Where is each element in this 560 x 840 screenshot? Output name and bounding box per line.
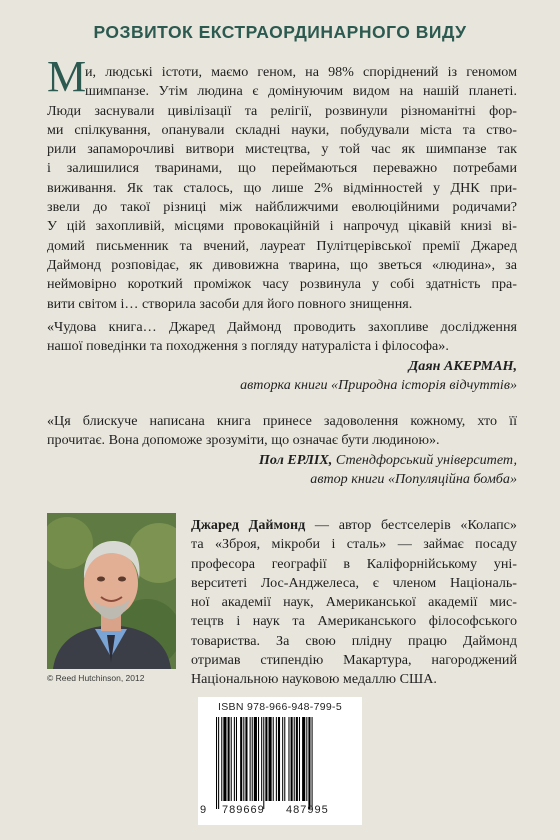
intro-paragraph <box>47 63 517 314</box>
bio-line-text: — автор бестселерів «Колапс» <box>305 517 517 533</box>
bio-line: товариства. За свою плідну працю Даймонд <box>191 632 517 649</box>
quote-author-name: Пол ЕРЛІХ, <box>258 451 333 468</box>
intro-line: вити світом і… створила засоби для його повного знищення. <box>47 295 413 312</box>
intro-line: виживання. Як так сталось, що лише 2% відмінностей у ДНК при- <box>47 179 517 196</box>
drop-cap: М <box>47 52 87 101</box>
book-tagline-heading: РОЗВИТОК ЕКСТРАОРДИНАРНОГО ВИДУ <box>93 22 467 42</box>
intro-line: Даймонд розповідає, як дивовижна тварина, що зветься «людина», за <box>47 256 517 273</box>
review-quote-ackerman <box>47 318 517 395</box>
quote-line: прочитає. Вона допоможе зрозуміти, що означає бути людиною». <box>47 432 440 449</box>
bio-line <box>191 516 517 535</box>
quote-author <box>47 451 517 470</box>
intro-line: ми спілкування, опанували складні науки, побудували міста та ство- <box>47 121 517 138</box>
bio-line: професора географії в Каліфорнійському уні- <box>191 555 517 572</box>
photo-credit: © Reed Hutchinson, 2012 <box>47 673 145 683</box>
bio-line: та «Зброя, мікроби і сталь» — займає посаду <box>191 536 517 553</box>
quote-author-affiliation: Стендфорський університет, <box>332 451 517 468</box>
bio-line: верситеті Лос-Анджелеса, є членом Національ- <box>191 574 517 591</box>
bio-line: Національною науковою медаллю США. <box>191 671 437 688</box>
intro-line: рили запаморочливі витвори мистецтва, у той час як шимпанзе так <box>47 141 517 158</box>
author-bio <box>191 516 517 690</box>
quote-line: нашої поведінки та походження з погляду натураліста і філософа». <box>47 338 449 355</box>
isbn-label: ISBN 978-966-948-799-5 <box>218 701 342 713</box>
review-quote-ehrlich <box>47 412 517 489</box>
quote-line: «Чудова книга… Джаред Даймонд проводить захопливе дослідження <box>47 319 517 335</box>
intro-line: звели до такої різниці між найближчими еволюційними родичами? <box>47 199 517 216</box>
barcode-digits-left: 789669 <box>222 804 265 816</box>
barcode-digits-right: 487995 <box>286 804 329 816</box>
quote-author-role: авторка книги «Природна історія відчуттів» <box>240 376 517 393</box>
quote-author-name: Даян АКЕРМАН, <box>408 357 517 374</box>
quote-author-role: автор книги «Популяційна бомба» <box>310 470 517 487</box>
intro-line: домий письменник та вчений, лауреат Пулітцерівської премії Джаред <box>47 237 517 254</box>
barcode <box>198 697 362 825</box>
bio-line: отримав стипендію Макартура, нагороджений <box>191 652 517 669</box>
author-photo <box>47 513 176 669</box>
intro-line: шимпанзе. Утім людина є домінуючим видом на нашій планеті. <box>85 83 517 100</box>
intro-line: У цій захопливій, місцями провокаційній і напрочуд цікавій книзі ві- <box>47 218 517 235</box>
quote-line: «Ця блискуче написана книга принесе задоволення кожному, хто її <box>47 413 517 429</box>
barcode-bars <box>210 717 350 809</box>
quote-author <box>47 357 517 376</box>
intro-line: неймовірно короткий проміжок часу розвинула у собі здатність пра- <box>47 276 517 293</box>
author-portrait-illustration <box>47 513 176 669</box>
bio-line: тецтв і наук та Американського філософського <box>191 613 517 630</box>
barcode-digit-first: 9 <box>200 804 208 816</box>
bio-line: ної академії наук, Американської академії мис- <box>191 594 517 611</box>
intro-line: Люди заснували цивілізації та релігії, розвинули різноманітні фор- <box>47 102 517 119</box>
bio-author-name: Джаред Даймонд <box>191 517 306 533</box>
intro-line: и, людські істоти, маємо геном, на 98% споріднений із геномом <box>85 64 517 80</box>
intro-line: і залишилися тваринами, що переймаються переважно потребами <box>47 160 517 177</box>
